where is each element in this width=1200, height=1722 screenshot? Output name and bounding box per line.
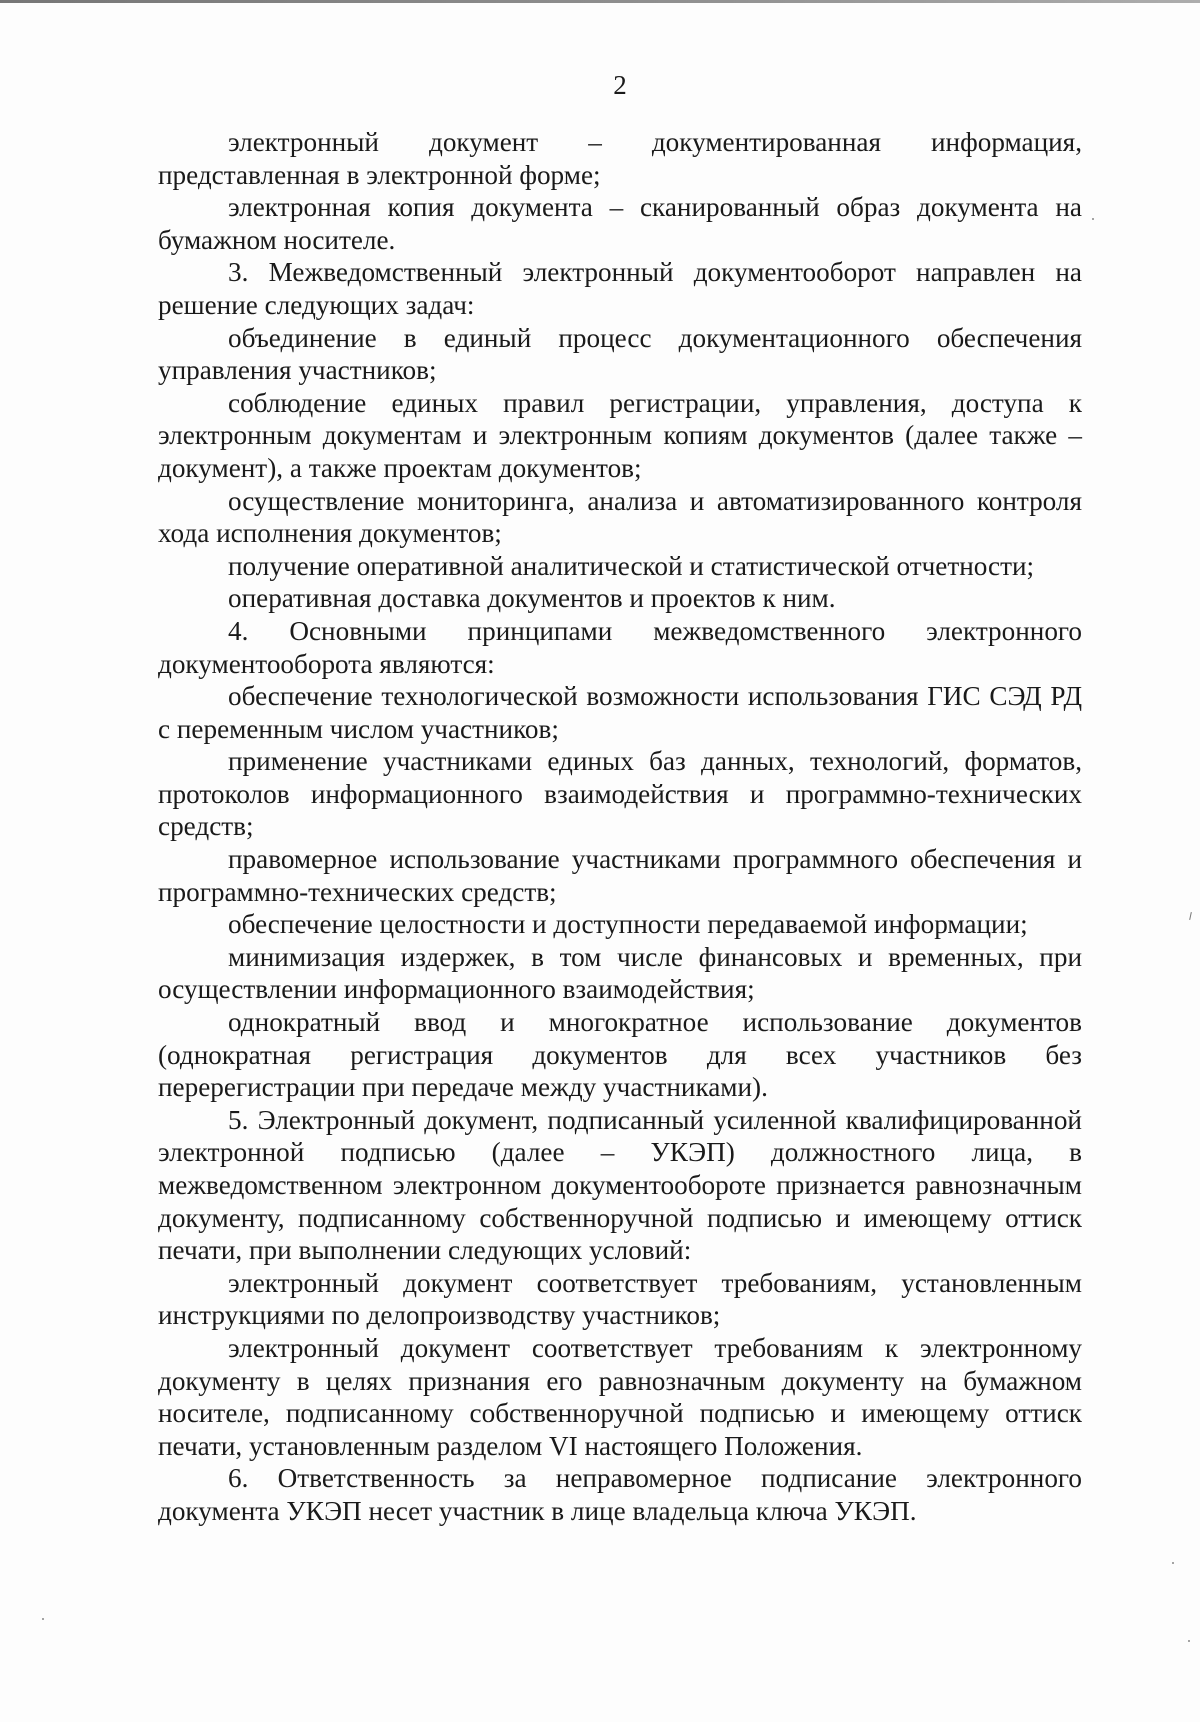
paragraph-3: 3. Межведомственный электронный документооборот направлен на решение следующих задач: bbox=[158, 257, 1082, 320]
paragraph-11: применение участниками единых баз данных, технологий, форматов, протоколов информационного взаимодействия и программно-технических средств; bbox=[158, 746, 1082, 842]
paragraph-10: обеспечение технологической возможности использования ГИС СЭД РД с переменным числом участников; bbox=[158, 681, 1082, 744]
paragraph-5: соблюдение единых правил регистрации, управления, доступа к электронным документам и электронным копиям документов (далее также – документ), а также проектам документов; bbox=[158, 387, 1082, 483]
scan-speck bbox=[1189, 912, 1192, 920]
document-body bbox=[158, 126, 1082, 1528]
paragraph-15: однократный ввод и многократное использование документов (однократная регистрация документов для всех участников без перерегистрации при передаче между участниками). bbox=[158, 1007, 1082, 1103]
paragraph-2: электронная копия документа – сканированный образ документа на бумажном носителе. bbox=[158, 192, 1082, 255]
paragraph-7: получение оперативной аналитической и статистической отчетности; bbox=[228, 550, 1035, 581]
scan-top-edge bbox=[0, 0, 1200, 3]
paragraph-1: электронный документ – документированная информация, представленная в электронной форме; bbox=[158, 127, 1082, 190]
scan-speck bbox=[1092, 218, 1094, 220]
paragraph-13: обеспечение целостности и доступности передаваемой информации; bbox=[228, 909, 1028, 940]
paragraph-16: 5. Электронный документ, подписанный усиленной квалифицированной электронной подписью (далее – УКЭП) должностного лица, в межведомственном электронном документообороте признается равнозначным документу, подписанному собственноручной подписью и имеющему оттиск печати, при выполнении следующих условий: bbox=[158, 1104, 1082, 1266]
paragraph-8: оперативная доставка документов и проектов к ним. bbox=[228, 583, 836, 614]
paragraph-17: электронный документ соответствует требованиям, установленным инструкциями по делопроизводству участников; bbox=[158, 1267, 1082, 1331]
paragraph-6: осуществление мониторинга, анализа и автоматизированного контроля хода исполнения документов; bbox=[158, 485, 1082, 549]
page-number: 2 bbox=[613, 70, 627, 100]
paragraph-9: 4. Основными принципами межведомственного электронного документооборота являются: bbox=[158, 615, 1082, 679]
paragraph-14: минимизация издержек, в том числе финансовых и временных, при осуществлении информационного взаимодействия; bbox=[158, 941, 1082, 1005]
scan-speck bbox=[42, 1618, 44, 1620]
paragraph-19: 6. Ответственность за неправомерное подписание электронного документа УКЭП несет участник в лице владельца ключа УКЭП. bbox=[158, 1463, 1082, 1526]
scan-speck bbox=[1188, 1640, 1190, 1642]
paragraph-12: правомерное использование участниками программного обеспечения и программно-технических средств; bbox=[158, 844, 1082, 907]
paragraph-4: объединение в единый процесс документационного обеспечения управления участников; bbox=[158, 322, 1082, 386]
paragraph-18: электронный документ соответствует требованиям к электронному документу в целях признания его равнозначным документу на бумажном носителе, подписанному собственноручной подписью и имеющему оттиск печати, установленным разделом VI настоящего Положения. bbox=[158, 1332, 1082, 1461]
scan-speck bbox=[1172, 1562, 1174, 1564]
